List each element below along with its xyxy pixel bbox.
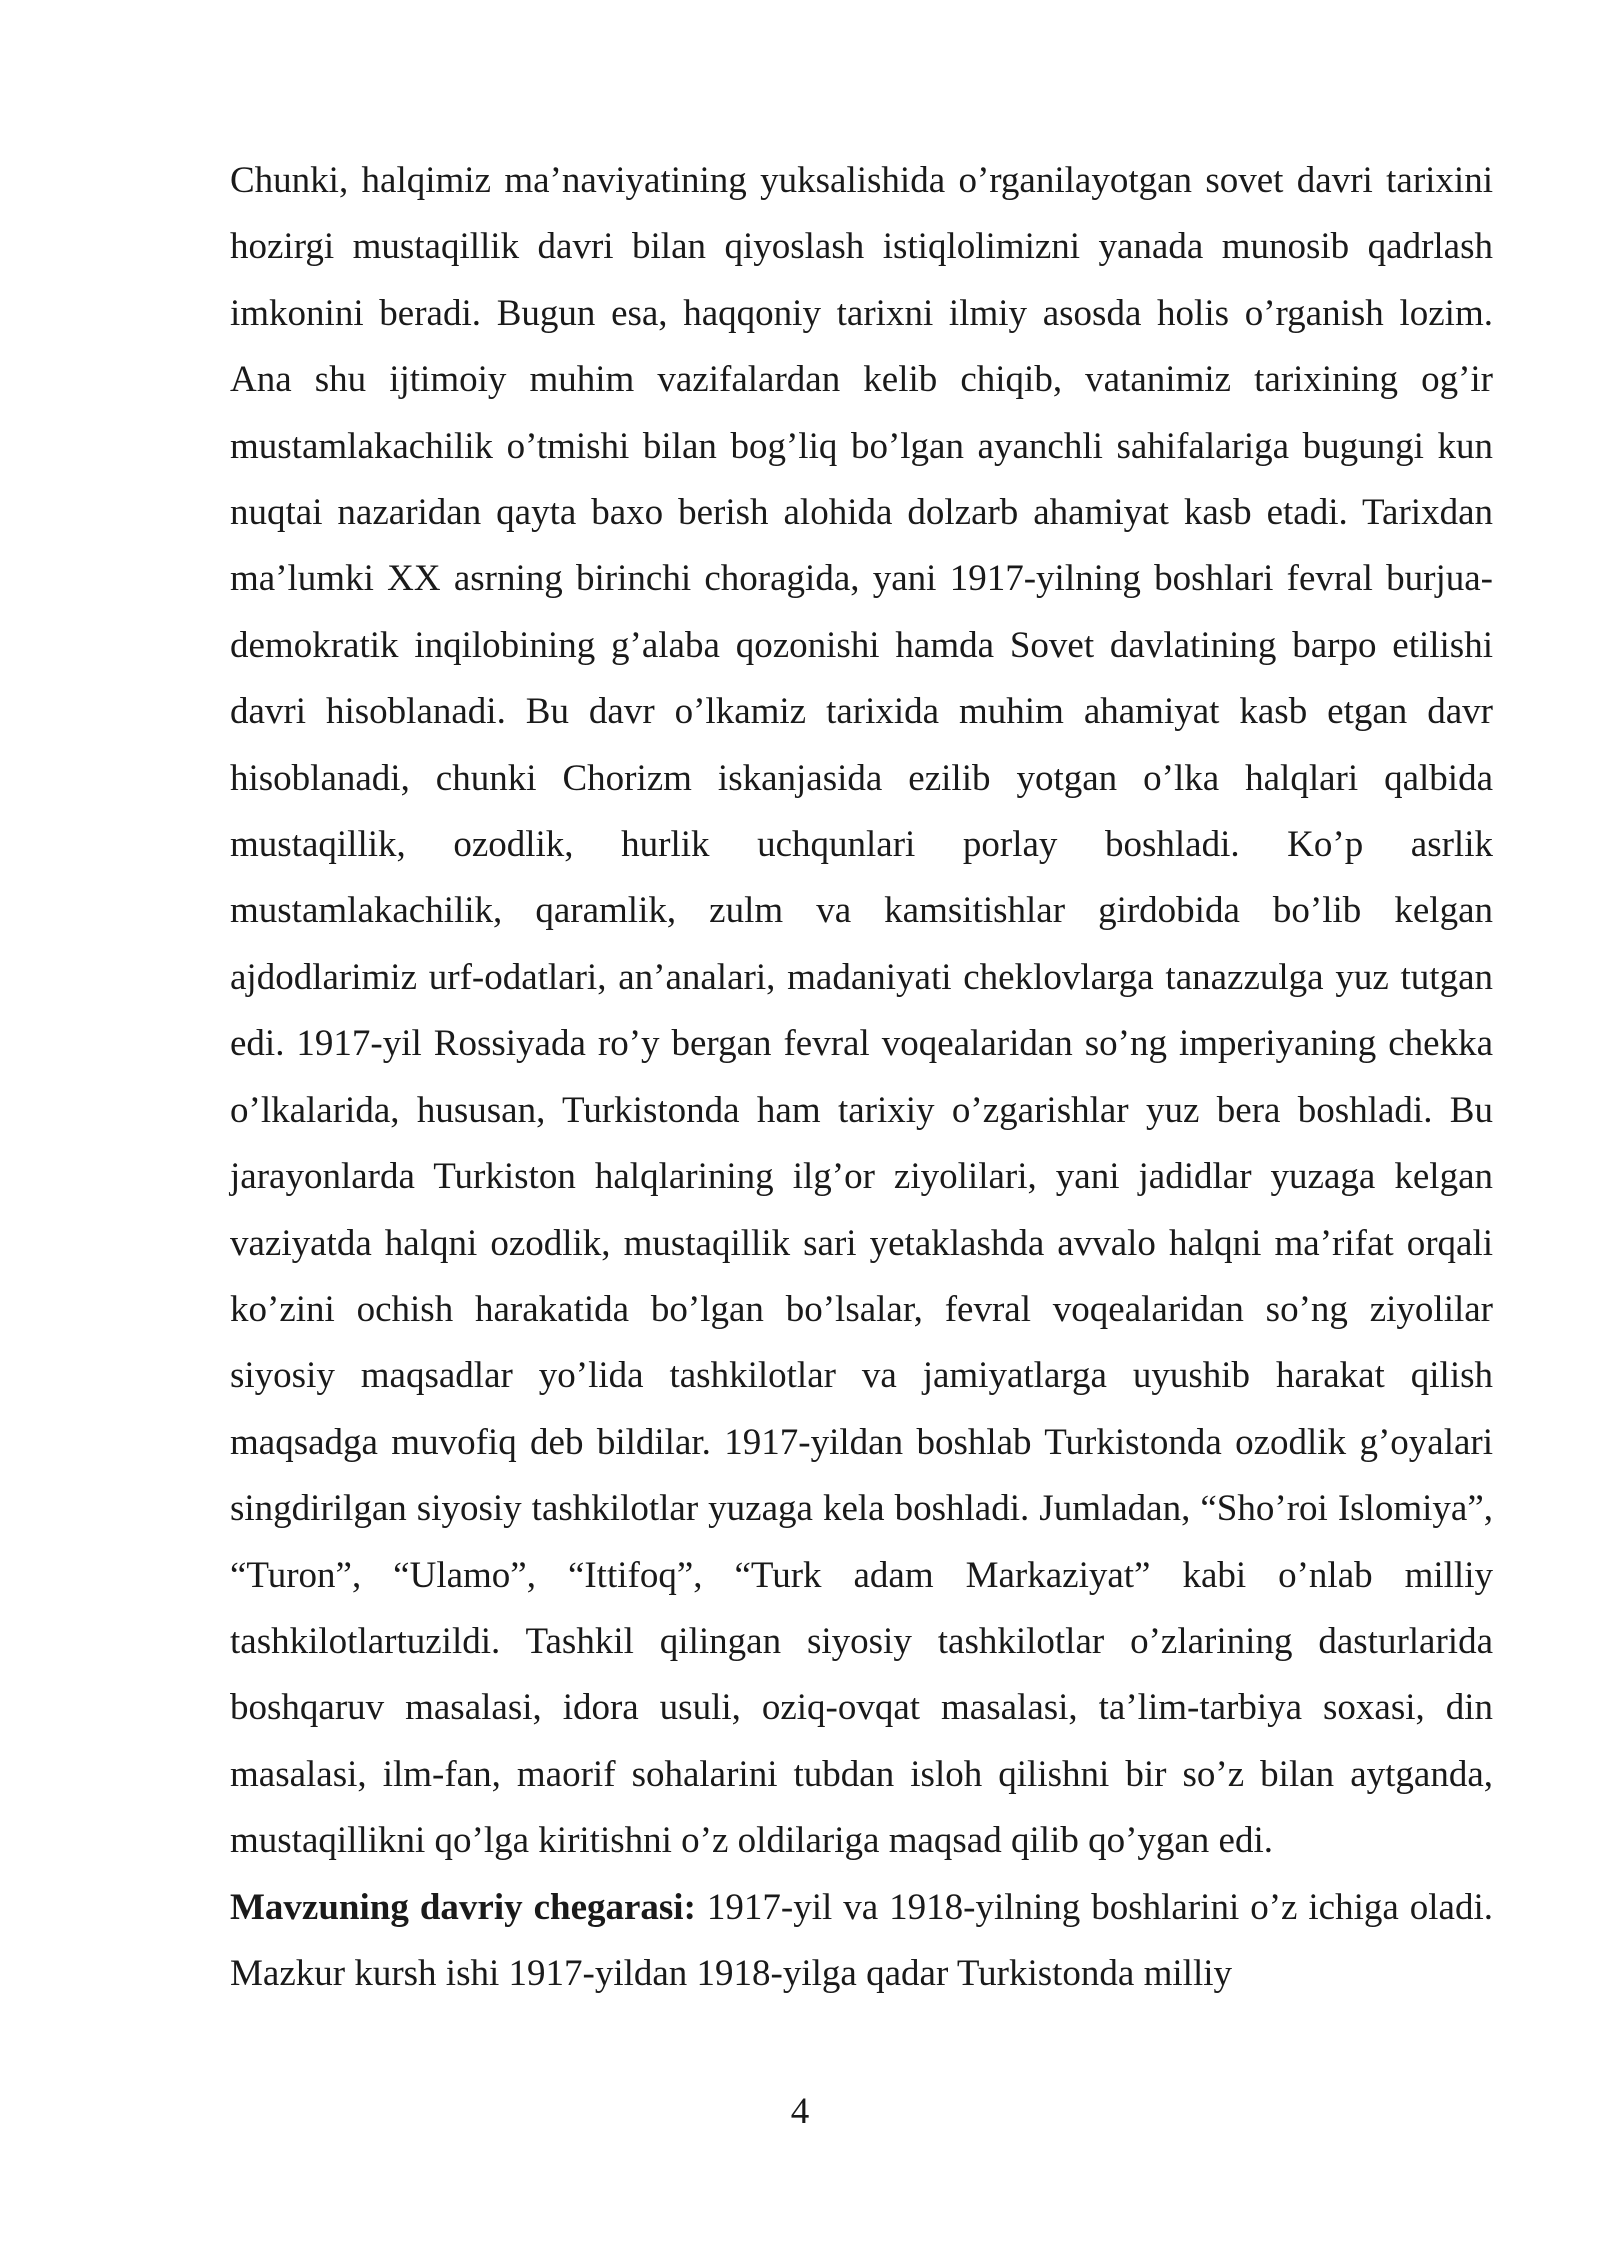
period-heading: Mavzuning davriy chegarasi: (230, 1886, 696, 1928)
period-text: 1917-yil va 1918-yilning boshlarini o’z ichiga oladi. Mazkur kursh ishi 1917-yildan 1918-yilga qadar Turkistonda milliy (230, 1886, 1494, 1994)
page-number: 4 (790, 2091, 810, 2132)
document-body (230, 148, 1493, 2007)
period-paragraph (230, 1875, 1493, 2008)
body-paragraph: Chunki, halqimiz ma’naviyatining yuksalishida o’rganilayotgan sovet davri tarixini hozirgi mustaqillik davri bilan qiyoslash istiqlolimizni yanada munosib qadrlash imkonini beradi. Bugun esa, haqqoniy tarixni ilmiy asosda holis o’rganish lozim. Ana shu ijtimoiy muhim vazifalardan kelib chiqib, vatanimiz tarixining og’ir mustamlakachilik o’tmishi bilan bog’liq bo’lgan ayanchli sahifalariga bugungi kun nuqtai nazaridan qayta baxo berish alohida dolzarb ahamiyat kasb etadi. Tarixdan ma’lumki XX asrning birinchi choragida, yani 1917-yilning boshlari fevral burjua-demokratik inqilobining g’alaba qozonishi hamda Sovet davlatining barpo etilishi davri hisoblanadi. Bu davr o’lkamiz tarixida muhim ahamiyat kasb etgan davr hisoblanadi, chunki Chorizm iskanjasida ezilib yotgan o’lka halqlari qalbida mustaqillik, ozodlik, hurlik uchqunlari porlay boshladi. Ko’p asrlik mustamlakachilik, qaramlik, zulm va kamsitishlar girdobida bo’lib kelgan ajdodlarimiz urf-odatlari, an’analari, madaniyati cheklovlarga tanazzulga yuz tutgan edi. 1917-yil Rossiyada ro’y bergan fevral voqealaridan so’ng imperiyaning chekka o’lkalarida, hususan, Turkistonda ham tarixiy o’zgarishlar yuz bera boshladi. Bu jarayonlarda Turkiston halqlarining ilg’or ziyolilari, yani jadidlar yuzaga kelgan vaziyatda halqni ozodlik, mustaqillik sari yetaklashda avvalo halqni ma’rifat orqali ko’zini ochish harakatida bo’lgan bo’lsalar, fevral voqealaridan so’ng ziyolilar siyosiy maqsadlar yo’lida tashkilotlar va jamiyatlarga uyushib harakat qilish maqsadga muvofiq deb bildilar. 1917-yildan boshlab Turkistonda ozodlik g’oyalari singdirilgan siyosiy tashkilotlar yuzaga kela boshladi. Jumladan, “Sho’roi Islomiya”, “Turon”, “Ulamo”, “Ittifoq”, “Turk adam Markaziyat” kabi o’nlab milliy tashkilotlartuzildi. Tashkil qilingan siyosiy tashkilotlar o’zlarining dasturlarida boshqaruv masalasi, idora usuli, oziq-ovqat masalasi, ta’lim-tarbiya soxasi, din masalasi, ilm-fan, maorif sohalarini tubdan isloh qilishni bir so’z bilan aytganda, mustaqillikni qo’lga kiritishni o’z oldilariga maqsad qilib qo’ygan edi. (230, 160, 1493, 1862)
